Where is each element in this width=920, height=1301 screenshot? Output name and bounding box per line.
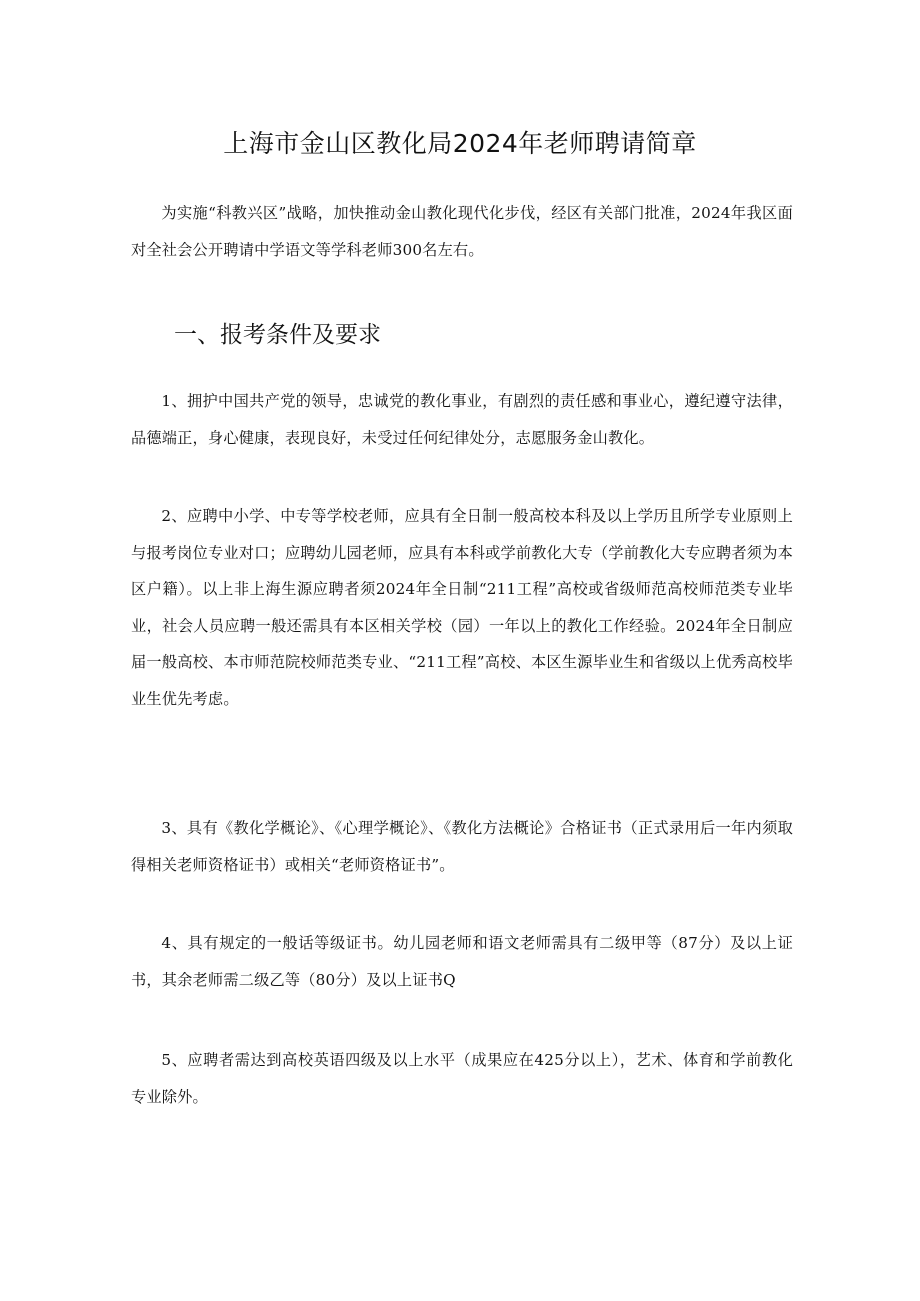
condition-item-2: 2、应聘中小学、中专等学校老师，应具有全日制一般高校本科及以上学历且所学专业原则上与报考岗位专业对口；应聘幼儿园老师，应具有本科或学前教化大专（学前教化大专应聘者须为本区户籍）。以上非上海生源应聘者须2024年全日制“211工程”高校或省级师范高校师范类专业毕业，社会人员应聘一般还需具有本区相关学校（园）一年以上的教化工作经验。2024年全日制应届一般高校、本市师范院校师范类专业、“211工程”高校、本区生源毕业生和省级以上优秀高校毕业生优先考虑。 [131,507,793,708]
condition-item-3: 3、具有《教化学概论》、《心理学概论》、《教化方法概论》合格证书（正式录用后一年内须取得相关老师资格证书）或相关“老师资格证书”。 [131,819,793,874]
intro-paragraph: 为实施“科教兴区”战略，加快推动金山教化现代化步伐，经区有关部门批准，2024年我区面对全社会公开聘请中学语文等学科老师300名左右。 [131,204,793,259]
condition-item-4: 4、具有规定的一般话等级证书。幼儿园老师和语文老师需具有二级甲等（87分）及以上证书，其余老师需二级乙等（80分）及以上证书Q [131,934,793,989]
section-heading-conditions: 一、报考条件及要求 [174,322,381,348]
condition-item-1: 1、拥护中国共产党的领导，忠诚党的教化事业，有剧烈的责任感和事业心，遵纪遵守法律，品德端正，身心健康，表现良好，未受过任何纪律处分，志愿服务金山教化。 [131,392,793,447]
condition-item-5: 5、应聘者需达到高校英语四级及以上水平（成果应在425分以上），艺术、体育和学前教化专业除外。 [131,1051,793,1106]
document-title: 上海市金山区教化局2024年老师聘请简章 [223,129,697,158]
